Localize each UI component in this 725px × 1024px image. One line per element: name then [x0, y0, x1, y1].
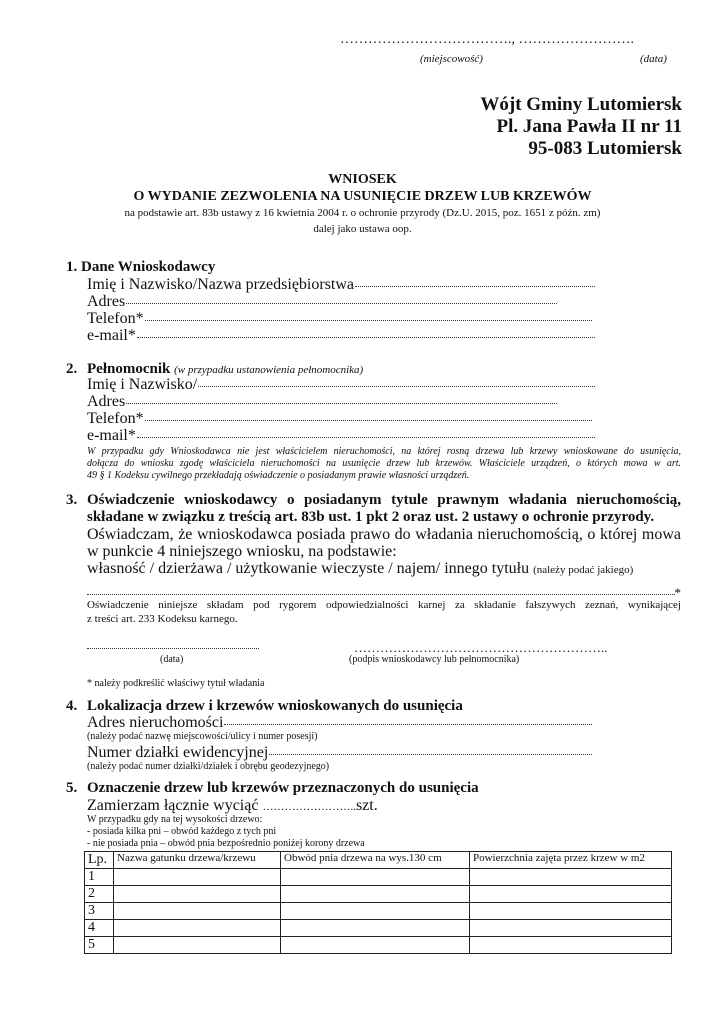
legal-basis: na podstawie art. 83b ustawy z 16 kwietnia 2004 r. o ochronie przyrody (Dz.U. 2015, poz. 1651 z późn. zm) — [124, 207, 601, 219]
addressee-line-3: 95-083 Lutomiersk — [528, 138, 682, 159]
plot-number-label: Numer działki ewidencyjnej — [87, 744, 269, 761]
species-cell[interactable] — [114, 886, 281, 903]
section3-heading-line-1: Oświadczenie wnioskodawcy o posiadanym tytule prawnym władania nieruchomością, — [87, 492, 681, 508]
applicant-phone-field[interactable] — [87, 310, 592, 328]
property-address-note: (należy podać nazwę miejscowości/ulicy i numer posesji) — [87, 731, 318, 742]
asterisk-mark: * — [674, 585, 681, 600]
trunk-note-line-3: - nie posiada pnia – obwód pnia bezpośrednio poniżej korony drzewa — [87, 838, 365, 849]
applicant-email-label: e-mail* — [87, 327, 136, 344]
circumference-cell[interactable] — [281, 869, 470, 886]
table-row — [85, 869, 672, 886]
date-label: (data) — [640, 53, 667, 65]
legal-basis-abbrev: dalej jako ustawa oop. — [313, 223, 412, 235]
applicant-address-field[interactable] — [87, 293, 557, 311]
section2-title: Pełnomocnik — [87, 361, 171, 377]
plot-number-field[interactable] — [87, 744, 592, 762]
section3-body-line-2: w punkcie 4 niniejszego wniosku, na podstawie: — [87, 543, 397, 560]
tree-count-label: Zamierzam łącznie wyciąć — [87, 797, 259, 814]
oath-line-1: Oświadczenie niniejsze składam pod rygorem odpowiedzialności karnej za składanie fałszywych zeznań, wynikającej — [87, 599, 681, 611]
trunk-note-line-1: W przypadku gdy na tej wysokości drzewo: — [87, 814, 263, 825]
signature-label: (podpis wnioskodawcy lub pełnomocnika) — [349, 654, 520, 665]
proxy-phone-field[interactable] — [87, 410, 592, 428]
area-cell[interactable] — [470, 920, 672, 937]
applicant-phone-label: Telefon* — [87, 310, 144, 327]
section3-number: 3. — [66, 492, 78, 508]
footnote-title: * należy podkreślić właściwy tytuł władania — [87, 678, 265, 689]
property-address-field[interactable] — [87, 714, 592, 732]
circumference-cell[interactable] — [281, 937, 470, 954]
plot-number-note: (należy podać numer działki/działek i obrębu geodezyjnego) — [87, 761, 330, 772]
proxy-phone-label: Telefon* — [87, 410, 144, 427]
area-cell[interactable] — [470, 886, 672, 903]
title-options-text: własność / dzierżawa / użytkowanie wieczyste / najem/ innego tytułu — [87, 560, 530, 577]
section2-note: (w przypadku ustanowienia pełnomocnika) — [174, 364, 364, 376]
place-date-dots[interactable]: ………………………………., ……………………. — [340, 32, 634, 47]
section3-heading-line-2: składane w związku z treścią art. 83b ust. 1 pkt 2 oraz ust. 2 ustawy o ochronie przyrody. — [87, 509, 655, 525]
declaration-date-field[interactable] — [87, 648, 259, 649]
applicant-email-field[interactable] — [87, 327, 595, 345]
table-row — [85, 886, 672, 903]
circumference-cell[interactable] — [281, 903, 470, 920]
property-address-label: Adres nieruchomości — [87, 714, 224, 731]
proxy-note-line-1: W przypadku gdy Wnioskodawca nie jest właścicielem nieruchomości, na której rosną drzewa lub krzewy wnioskowane do usunięcia, — [87, 446, 681, 457]
row-number: 2 — [85, 886, 114, 903]
section1-heading: 1. Dane Wnioskodawcy — [66, 259, 216, 275]
species-cell[interactable] — [114, 903, 281, 920]
proxy-note-line-3: 49 § 1 Kodeksu cywilnego przekładają oświadczenie o posiadanym prawie własności urządzeń. — [87, 470, 470, 481]
place-label: (miejscowość) — [420, 53, 483, 65]
tree-count-field[interactable] — [87, 797, 378, 815]
section4-number: 4. — [66, 698, 78, 714]
species-cell[interactable] — [114, 937, 281, 954]
row-number: 1 — [85, 869, 114, 886]
proxy-name-field[interactable] — [87, 376, 595, 394]
circumference-cell[interactable] — [281, 920, 470, 937]
col-area: Powierzchnia zajęta przez krzew w m2 — [470, 852, 672, 869]
trees-table — [84, 851, 672, 954]
species-cell[interactable] — [114, 869, 281, 886]
table-row — [85, 903, 672, 920]
proxy-note-line-2: dołącza do wniosku zgodę właściciela nieruchomości na usunięcie drzew lub krzewów. Właściciele urządzeń, o których mowa w art. — [87, 458, 681, 469]
row-number: 5 — [85, 937, 114, 954]
applicant-name-field[interactable] — [87, 276, 595, 294]
circumference-cell[interactable] — [281, 886, 470, 903]
title-options[interactable] — [87, 560, 681, 578]
signature-field[interactable]: ………………………………………………….. — [354, 640, 608, 655]
area-cell[interactable] — [470, 903, 672, 920]
table-header-row — [85, 852, 672, 869]
section5-number: 5. — [66, 780, 78, 796]
area-cell[interactable] — [470, 869, 672, 886]
document-subtitle: O WYDANIE ZEZWOLENIA NA USUNIĘCIE DRZEW LUB KRZEWÓW — [133, 189, 592, 204]
applicant-name-label: Imię i Nazwisko/Nazwa przedsiębiorstwa — [87, 276, 355, 293]
title-options-note: (należy podać jakiego) — [533, 564, 634, 576]
section3-body-line-1: Oświadczam, że wnioskodawca posiada prawo do władania nieruchomością, o której mowa — [87, 526, 681, 543]
row-number: 3 — [85, 903, 114, 920]
tree-count-unit: szt. — [355, 797, 378, 814]
tree-count-dots[interactable]: …………………….. — [262, 801, 356, 813]
col-circumference: Obwód pnia drzewa na wys.130 cm — [281, 852, 470, 869]
document-title: WNIOSEK — [328, 172, 397, 187]
section2-number: 2. — [66, 361, 78, 377]
trunk-note-line-2: - posiada kilka pni – obwód każdego z tych pni — [87, 826, 277, 837]
declaration-date-label: (data) — [160, 654, 184, 665]
table-row — [85, 920, 672, 937]
oath-line-2: z treści art. 233 Kodeksu karnego. — [87, 613, 238, 625]
proxy-email-label: e-mail* — [87, 427, 136, 444]
proxy-address-field[interactable] — [87, 393, 557, 411]
applicant-address-label: Adres — [87, 293, 126, 310]
addressee-line-1: Wójt Gminy Lutomiersk — [480, 94, 682, 115]
proxy-name-label: Imię i Nazwisko/ — [87, 376, 198, 393]
proxy-address-label: Adres — [87, 393, 126, 410]
col-species: Nazwa gatunku drzewa/krzewu — [114, 852, 281, 869]
area-cell[interactable] — [470, 937, 672, 954]
proxy-email-field[interactable] — [87, 427, 595, 445]
col-lp: Lp. — [85, 852, 114, 869]
row-number: 4 — [85, 920, 114, 937]
species-cell[interactable] — [114, 920, 281, 937]
section4-heading: Lokalizacja drzew i krzewów wnioskowanych do usunięcia — [87, 698, 463, 714]
addressee-line-2: Pl. Jana Pawła II nr 11 — [496, 116, 682, 137]
section5-heading: Oznaczenie drzew lub krzewów przeznaczonych do usunięcia — [87, 780, 479, 796]
table-row — [85, 937, 672, 954]
